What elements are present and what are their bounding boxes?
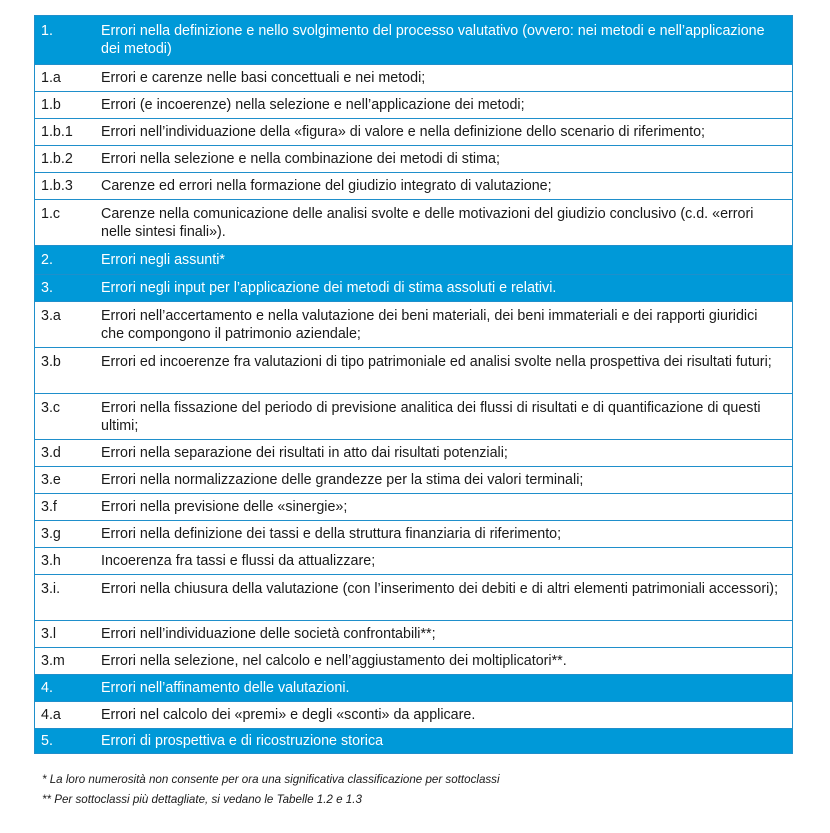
row-text: Errori nella fissazione del periodo di previsione analitica dei flussi di risultati e di quantificazione di questi ultimi; [101,400,761,434]
row-code: 3.m [41,653,65,669]
row-code: 3.c [41,400,61,416]
table-section-header [35,246,792,275]
row-text: Errori nella selezione, nel calcolo e nell’aggiustamento dei moltiplicatori**. [101,653,567,669]
table-row [35,302,792,348]
row-text: Errori negli input per l’applicazione dei metodi di stima assoluti e relativi. [101,280,557,296]
row-text: Errori nell’individuazione della «figura» di valore e nella definizione dello scenario di riferimento; [101,124,705,140]
row-text: Errori nell’accertamento e nella valutazione dei beni materiali, dei beni immateriali e dei rapporti giuridici che compongono il patrimonio aziendale; [101,308,758,342]
table-row [35,394,792,440]
table-footnotes [42,770,802,810]
row-text: Errori di prospettiva e di ricostruzione storica [101,733,384,749]
row-code: 2. [41,252,53,268]
table-section-header [35,275,792,302]
row-code: 3.g [41,526,61,542]
row-text: Errori nella chiusura della valutazione (con l’inserimento dei debiti e di altri elementi patrimoniali accessori); [101,581,779,597]
row-text: Errori (e incoerenze) nella selezione e nell’applicazione dei metodi; [101,97,525,113]
table-row [35,146,792,173]
row-code: 1. [41,23,53,39]
table-row [35,92,792,119]
row-text: Incoerenza fra tassi e flussi da attualizzare; [101,553,376,569]
row-text: Carenze ed errori nella formazione del giudizio integrato di valutazione; [101,178,552,194]
footnote-sottoclassi: ** Per sottoclassi più dettagliate, si vedano le Tabelle 1.2 e 1.3 [42,793,362,806]
row-code: 3.a [41,308,61,324]
table-row [35,575,792,621]
row-code: 4. [41,680,53,696]
row-code: 3.f [41,499,57,515]
row-text: Errori ed incoerenze fra valutazioni di tipo patrimoniale ed analisi svolte nella prospettiva dei risultati futuri; [101,354,772,370]
table-row [35,200,792,246]
row-text: Errori nella selezione e nella combinazione dei metodi di stima; [101,151,500,167]
row-code: 3.b [41,354,61,370]
table-row [35,494,792,521]
table-row [35,648,792,675]
row-text: Errori e carenze nelle basi concettuali e nei metodi; [101,70,426,86]
table-row [35,65,792,92]
row-code: 1.b [41,97,61,113]
table-row [35,548,792,575]
row-text: Errori nella previsione delle «sinergie»; [101,499,348,515]
row-code: 3.i. [41,581,61,597]
footnote-assunti: * La loro numerosità non consente per ora una significativa classificazione per sottoclassi [42,773,500,786]
row-code: 4.a [41,707,61,723]
table-row [35,173,792,200]
row-code: 1.b.3 [41,178,73,194]
table-row [35,521,792,548]
table-section-header [35,675,792,702]
table-row [35,348,792,394]
row-code: 1.b.2 [41,151,73,167]
row-text: Errori nell’affinamento delle valutazioni. [101,680,350,696]
row-code: 3.h [41,553,61,569]
row-code: 3.d [41,445,61,461]
row-code: 3.l [41,626,57,642]
table-section-header [35,729,792,753]
row-text: Errori nella definizione e nello svolgimento del processo valutativo (ovvero: nei metodi e nell’applicazione dei metodi) [101,23,765,57]
row-code: 3.e [41,472,61,488]
row-text: Carenze nella comunicazione delle analisi svolte e delle motivazioni del giudizio conclusivo (c.d. «errori nelle sintesi finali»). [101,206,754,240]
table-row [35,621,792,648]
table-row [35,702,792,729]
row-text: Errori nel calcolo dei «premi» e degli «sconti» da applicare. [101,707,476,723]
row-code: 3. [41,280,53,296]
row-code: 1.b.1 [41,124,73,140]
error-classification-table [34,15,793,754]
row-code: 1.a [41,70,61,86]
table-row [35,467,792,494]
table-row [35,119,792,146]
row-code: 5. [41,733,53,749]
row-code: 1.c [41,206,61,222]
table-row [35,440,792,467]
row-text: Errori nella normalizzazione delle grandezze per la stima dei valori terminali; [101,472,584,488]
table-section-header [35,16,792,65]
row-text: Errori nella definizione dei tassi e della struttura finanziaria di riferimento; [101,526,562,542]
row-text: Errori nella separazione dei risultati in atto dai risultati potenziali; [101,445,508,461]
row-text: Errori nell’individuazione delle società confrontabili**; [101,626,436,642]
row-text: Errori negli assunti* [101,252,225,268]
